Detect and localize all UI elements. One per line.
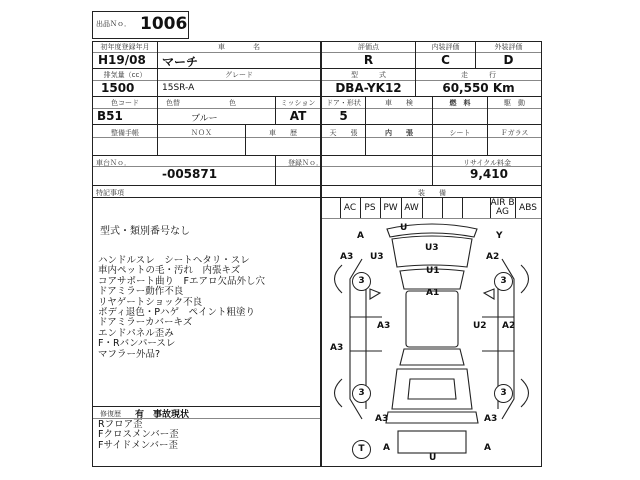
remarks-top: 型式・類別番号なし	[100, 226, 190, 237]
lot-number-label: 出品Ｎｏ．	[96, 20, 131, 28]
equip-ps: PS	[364, 203, 376, 213]
maintenance-header: 整備手帳	[111, 129, 139, 137]
interior-header: 内装評価	[431, 43, 460, 51]
grade-value: 15SR-A	[162, 83, 195, 93]
car-diagram	[322, 219, 541, 466]
repair-status: 有 事故現状	[135, 410, 190, 420]
remark-line: コアサポート曲り Fエアロ欠品外し穴	[98, 275, 265, 287]
damage-code: A2	[502, 321, 516, 331]
doors-header: ドア・形状	[326, 99, 361, 107]
score-value: R	[363, 53, 374, 67]
damage-code: A3	[340, 252, 354, 262]
repair-line: Fサイドメンバー歪	[98, 439, 179, 451]
equip-ac: AC	[343, 203, 357, 213]
model-header: 型 式	[351, 71, 386, 79]
score-header: 評価点	[358, 43, 379, 51]
damage-code: A	[383, 443, 390, 453]
inspection-header: 車 検	[385, 99, 413, 107]
chassis-header: 車台Ｎｏ．	[96, 159, 131, 167]
chassis-value: -005871	[162, 167, 218, 181]
equipment-row	[322, 198, 541, 218]
tyre-rear-right: 3	[494, 384, 513, 403]
glass-header: Ｆガラス	[500, 129, 529, 137]
exterior-header: 外装評価	[494, 43, 523, 51]
recycle-header: リサイクル料金	[462, 159, 512, 167]
damage-code: A	[357, 231, 364, 241]
registration-header: 登録Ｎｏ．	[288, 159, 323, 167]
damage-code: A3	[375, 414, 389, 424]
equip-pw: PW	[383, 203, 398, 213]
damage-code: U1	[426, 266, 440, 276]
tyre-front-left: 3	[352, 272, 371, 291]
lot-number-box	[92, 11, 189, 39]
history-header: 車 歴	[269, 129, 297, 137]
equip-airbag: AIR BAG	[490, 198, 515, 217]
damage-code: A	[484, 443, 491, 453]
tyre-rear-left: 3	[352, 384, 371, 403]
damage-code: U2	[473, 321, 487, 331]
remark-line: 車内ペットの毛・汚れ 内張キズ	[98, 265, 241, 277]
damage-code: U3	[370, 252, 384, 262]
sunroof-header: 天 張	[329, 129, 358, 137]
equip-aw: AW	[404, 203, 419, 213]
damage-code: U	[400, 223, 408, 233]
damage-code: A3	[330, 343, 344, 353]
car-name-value: マーチ	[162, 55, 199, 69]
drive-header: 駆 動	[504, 99, 525, 107]
reg-year-value: H19/08	[98, 53, 146, 67]
color-code-header: 色コード	[111, 99, 139, 107]
damage-code: A3	[377, 321, 391, 331]
remarks-header: 特記事項	[96, 189, 124, 197]
interior-trim-header: 内 張	[385, 129, 413, 137]
color-code-value: B51	[97, 109, 123, 123]
grade-header: グレード	[225, 71, 253, 79]
nox-header: ＮＯＸ	[191, 129, 212, 137]
remark-line: リヤゲートショック不良	[98, 296, 203, 308]
repair-line: Rフロア歪	[98, 419, 143, 430]
tyre-front-right: 3	[494, 272, 513, 291]
color-change-header: 色替	[166, 99, 180, 107]
displacement-header: 排気量（cc）	[103, 71, 147, 79]
repair-list	[98, 420, 179, 451]
interior-value: C	[441, 53, 450, 67]
lot-number: 1006	[140, 14, 188, 34]
damage-code: U3	[425, 243, 439, 253]
damage-code: Y	[496, 231, 503, 241]
equipment-header: 装 備	[418, 189, 446, 197]
remarks-list	[98, 256, 265, 360]
damage-code: U	[429, 453, 437, 463]
equip-abs: ABS	[519, 203, 537, 213]
exterior-value: D	[503, 53, 514, 67]
remark-line: ボディ退色・Pハゲ ペイント粗塗り	[98, 307, 255, 319]
spare-tyre: T	[352, 440, 371, 459]
mileage-header: 走 行	[461, 71, 496, 79]
damage-code: A1	[426, 288, 440, 298]
model-value: DBA-YK12	[335, 81, 402, 95]
displacement-value: 1500	[101, 81, 135, 95]
remark-line: エンドパネル歪み	[98, 327, 174, 339]
fuel-header: 燃 料	[449, 99, 471, 107]
seat-header: シート	[449, 129, 471, 137]
remark-line: ドアミラー動作不良	[98, 286, 184, 298]
remark-line: F・Rバンパースレ	[98, 338, 176, 350]
damage-code: A2	[486, 252, 500, 262]
remark-line: ドアミラーカバーキズ	[98, 317, 193, 329]
doors-value: 5	[339, 109, 348, 123]
repair-history-header: 修復歴	[100, 410, 121, 418]
repair-line: Fクロスメンバー歪	[98, 429, 179, 441]
transmission-value: AT	[289, 109, 307, 123]
transmission-header: ミッション	[280, 99, 316, 107]
color-header: 色	[229, 99, 236, 107]
recycle-value: 9,410	[470, 167, 508, 181]
damage-code: A3	[484, 414, 498, 424]
remark-line: ハンドルスレ シートヘタリ・スレ	[98, 255, 250, 266]
reg-year-header: 初年度登録年月	[100, 43, 150, 51]
mileage-value: 60,550 Km	[442, 81, 515, 95]
color-value: ブルー	[191, 114, 218, 124]
remark-line: マフラー外品?	[98, 348, 161, 360]
car-name-header: 車 名	[218, 43, 260, 51]
